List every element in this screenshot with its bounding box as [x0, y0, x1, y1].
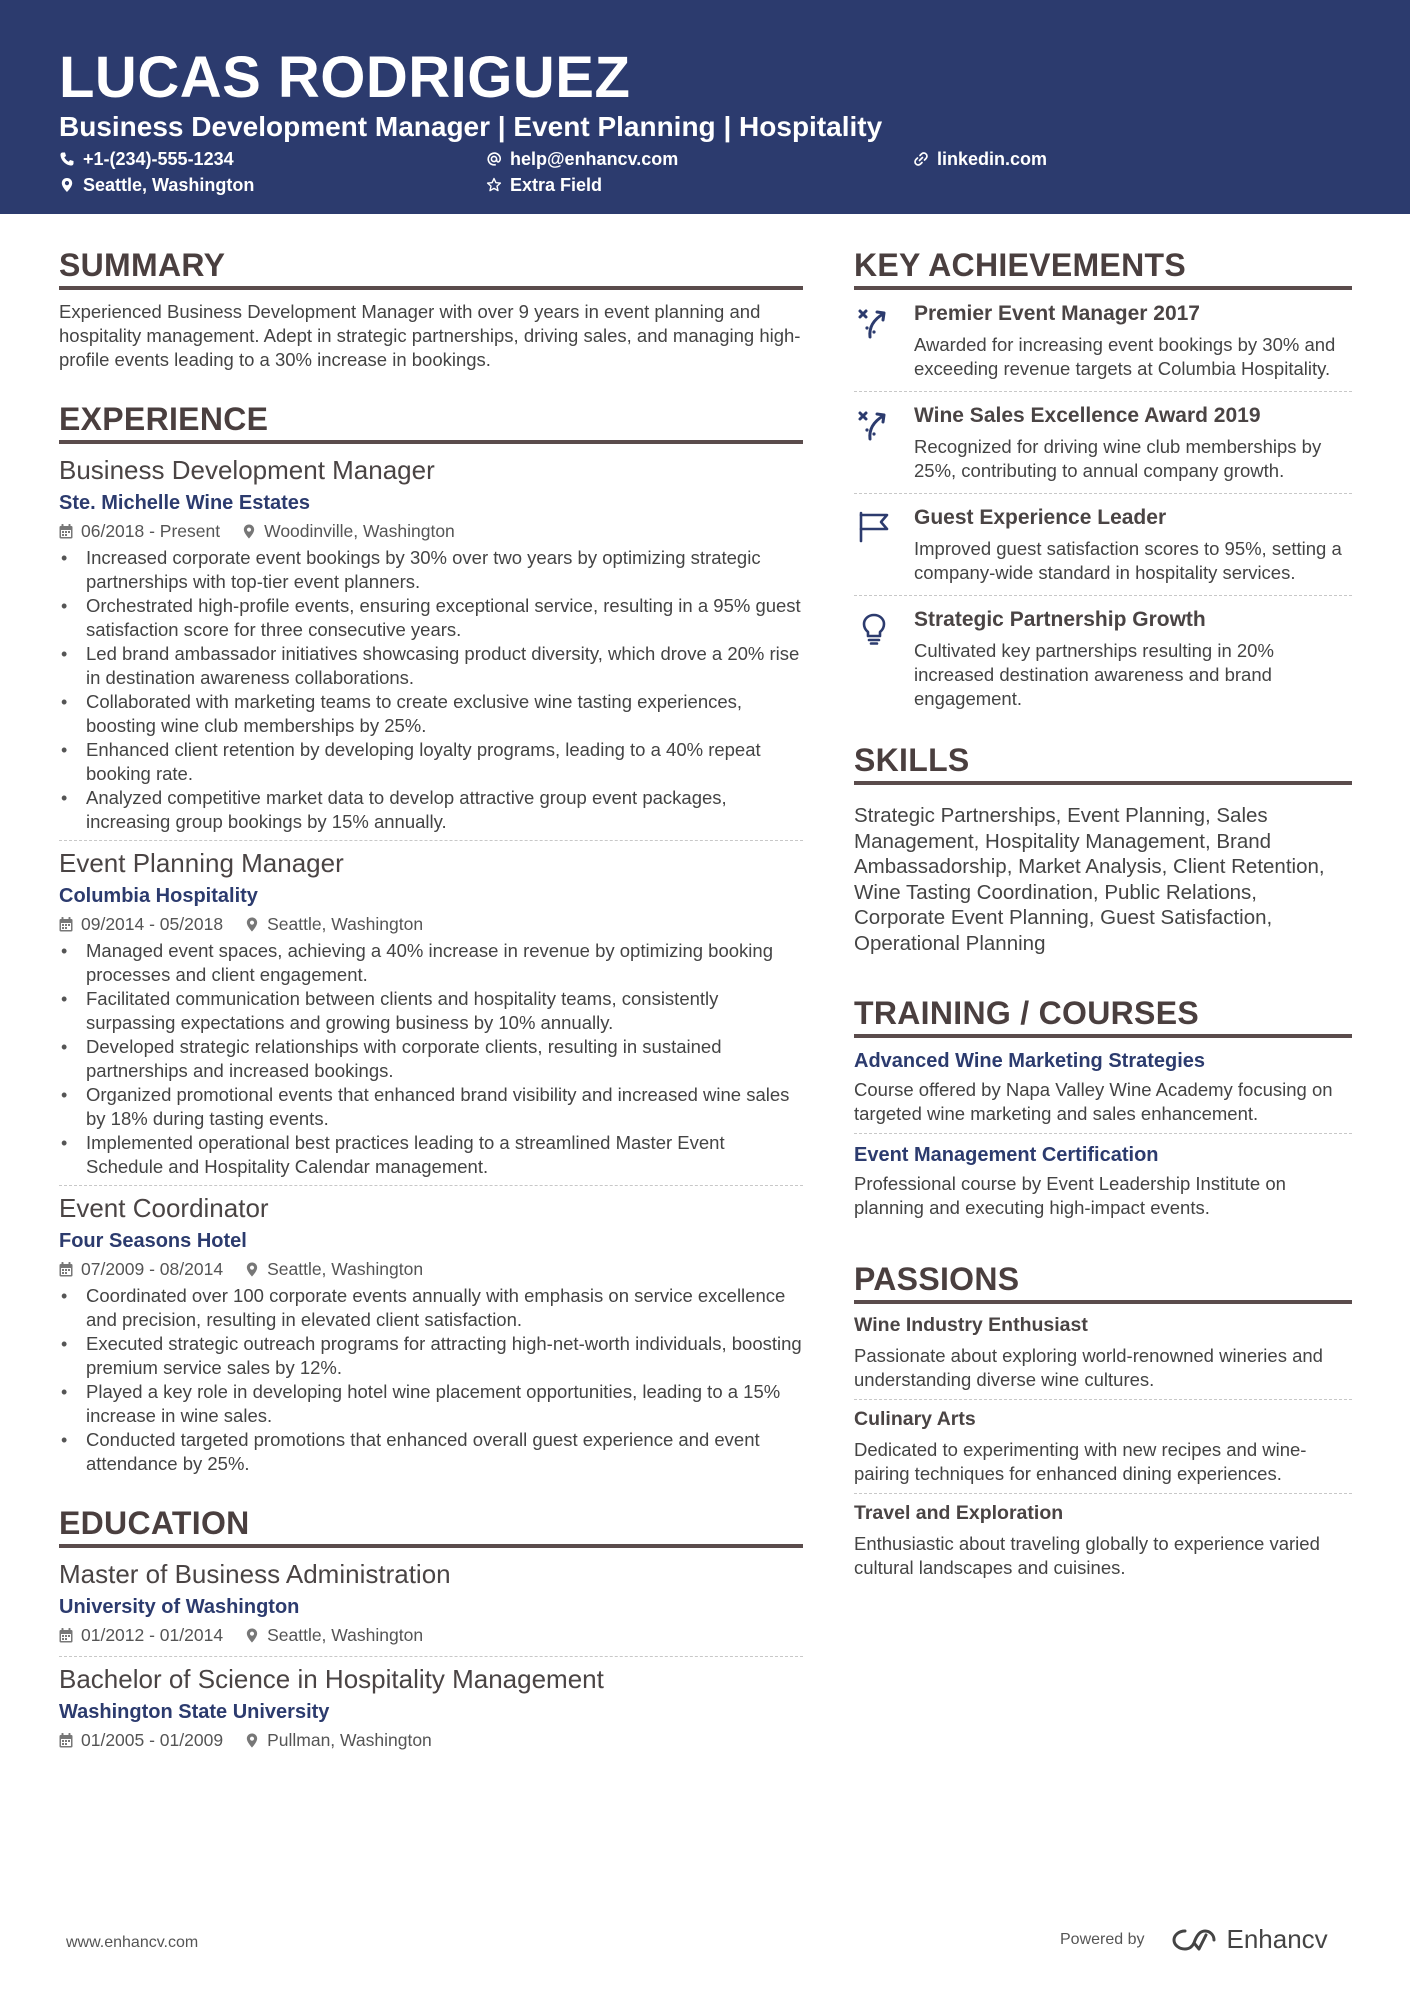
location-pin-icon: [245, 917, 259, 932]
calendar-icon: [59, 524, 73, 539]
contact-extra: [486, 174, 602, 196]
enhancv-logo[interactable]: [1171, 1924, 1328, 1955]
meta-row: [59, 520, 803, 542]
training-list: [854, 1048, 1352, 1220]
location-text: Woodinville, Washington: [264, 521, 455, 541]
bullet-list: [59, 546, 803, 834]
course-entry: [854, 1142, 1352, 1220]
experience-heading: EXPERIENCE: [59, 398, 803, 444]
skills-heading: SKILLS: [854, 739, 1352, 785]
location-pin-icon: [242, 524, 256, 539]
calendar-icon: [59, 1733, 73, 1748]
meta-row: [59, 1624, 803, 1646]
education-entry: [59, 1663, 803, 1751]
footer-branding: [1060, 1924, 1328, 1955]
location: [245, 1258, 423, 1280]
job-title: Event Planning Manager: [59, 848, 344, 878]
bullet-item: • Facilitated communication between clients and hospitality teams, consistently surpassing expectations and growing business by 10% annually.: [59, 987, 803, 1035]
meta-row: [59, 1258, 803, 1280]
achievement-body: [914, 504, 1352, 585]
course-desc: Professional course by Event Leadership Institute on planning and executing high-impact events.: [854, 1173, 1286, 1218]
bullet-list: [59, 939, 803, 1179]
meta-row: [59, 913, 803, 935]
summary-text: Experienced Business Development Manager with over 9 years in event planning and hospitality management. Adept in strategic partnerships, driving sales, and managing high-profile events leading to a 30% increase in bookings.: [59, 301, 801, 370]
strategy-icon: [854, 300, 894, 340]
experience-list: [59, 454, 803, 1476]
bullet-item: • Conducted targeted promotions that enhanced overall guest experience and event attendance by 25%.: [59, 1428, 803, 1476]
passion-title: Culinary Arts: [854, 1408, 976, 1430]
bullet-item: • Analyzed competitive market data to develop attractive group event packages, increasing group bookings by 15% annually.: [59, 786, 803, 834]
date-text: 07/2009 - 08/2014: [81, 1259, 224, 1279]
education-entry: [59, 1558, 803, 1646]
achievement-title: Premier Event Manager 2017: [914, 302, 1200, 325]
meta-row: [59, 1729, 803, 1751]
passion-entry: [854, 1500, 1352, 1580]
location-pin-icon: [245, 1733, 259, 1748]
contact-location: [59, 174, 254, 196]
education-list: [59, 1558, 803, 1751]
company-name: Four Seasons Hotel: [59, 1230, 247, 1252]
bullet-item: • Implemented operational best practices leading to a streamlined Master Event Schedule and Hospitality Calendar management.: [59, 1131, 803, 1179]
date-text: 09/2014 - 05/2018: [81, 914, 224, 934]
bullet-item: • Managed event spaces, achieving a 40% increase in revenue by optimizing booking processes and client engagement.: [59, 939, 803, 987]
achievement-title: Strategic Partnership Growth: [914, 608, 1206, 631]
date-range: [59, 520, 220, 542]
phone-icon: [59, 151, 75, 167]
passion-title: Travel and Exploration: [854, 1502, 1064, 1524]
date-range: [59, 1729, 223, 1751]
contact-phone[interactable]: [59, 148, 234, 170]
bullet-item: • Led brand ambassador initiatives showcasing product diversity, which drove a 20% rise in destination awareness collaborations.: [59, 642, 803, 690]
course-title: Event Management Certification: [854, 1144, 1159, 1166]
achievement-desc: Awarded for increasing event bookings by 30% and exceeding revenue targets at Columbia Hospitality.: [914, 334, 1336, 379]
achievement-body: [914, 402, 1352, 483]
candidate-title: Business Development Manager | Event Planning | Hospitality: [59, 111, 883, 142]
training-heading: TRAINING / COURSES: [854, 992, 1352, 1038]
contact-email[interactable]: [486, 148, 678, 170]
calendar-icon: [59, 1628, 73, 1643]
divider: [59, 1185, 803, 1186]
divider: [854, 1493, 1352, 1494]
right-column: [854, 244, 1352, 1580]
star-icon: [486, 177, 502, 193]
phone-text: +1-(234)-555-1234: [83, 149, 234, 169]
achievements-heading: KEY ACHIEVEMENTS: [854, 244, 1352, 290]
achievement-body: [914, 300, 1352, 381]
course-title: Advanced Wine Marketing Strategies: [854, 1050, 1206, 1072]
left-column: [59, 244, 803, 1751]
location-text: Pullman, Washington: [267, 1730, 432, 1750]
school-name: Washington State University: [59, 1701, 330, 1723]
bullet-item: • Organized promotional events that enhanced brand visibility and increased wine sales by 18% during tasting events.: [59, 1083, 803, 1131]
location-text: Seattle, Washington: [267, 914, 424, 934]
location-pin-icon: [59, 177, 75, 193]
flag-icon: [854, 504, 894, 544]
location-pin-icon: [245, 1262, 259, 1277]
divider: [59, 1656, 803, 1657]
passion-desc: Passionate about exploring world-renowned wineries and understanding diverse wine cultures.: [854, 1345, 1323, 1390]
achievement-item: [854, 394, 1352, 489]
bullet-item: • Played a key role in developing hotel wine placement opportunities, leading to a 15% increase in wine sales.: [59, 1380, 803, 1428]
company-name: Ste. Michelle Wine Estates: [59, 492, 311, 514]
bullet-list: [59, 1284, 803, 1476]
location: [245, 1624, 423, 1646]
experience-entry: [59, 454, 803, 834]
link-icon: [913, 151, 929, 167]
linkedin-text: linkedin.com: [937, 149, 1048, 169]
divider: [59, 840, 803, 841]
date-text: 01/2012 - 01/2014: [81, 1625, 224, 1645]
divider: [854, 1133, 1352, 1134]
footer-website[interactable]: www.enhancv.com: [66, 1934, 199, 1951]
skills-text: Strategic Partnerships, Event Planning, Sales Management, Hospitality Management, Brand Ambassadorship, Market Analysis, Client Retention, Wine Tasting Coordination, Public Relations, Corporate Event Planning, Guest Satisfaction, Operational Planning: [854, 804, 1325, 955]
achievement-title: Wine Sales Excellence Award 2019: [914, 404, 1261, 427]
course-entry: [854, 1048, 1352, 1126]
passion-desc: Enthusiastic about traveling globally to experience varied cultural landscapes and cuisines.: [854, 1533, 1320, 1578]
achievement-desc: Improved guest satisfaction scores to 95%, setting a company-wide standard in hospitality services.: [914, 538, 1342, 583]
date-text: 01/2005 - 01/2009: [81, 1730, 224, 1750]
passion-title: Wine Industry Enthusiast: [854, 1314, 1088, 1336]
brand-text: Enhancv: [1226, 1924, 1328, 1954]
course-desc: Course offered by Napa Valley Wine Academy focusing on targeted wine marketing and sales enhancement.: [854, 1079, 1333, 1124]
location-text: Seattle, Washington: [267, 1259, 424, 1279]
candidate-name: LUCAS RODRIGUEZ: [59, 45, 631, 110]
school-name: University of Washington: [59, 1596, 300, 1618]
job-title: Event Coordinator: [59, 1193, 269, 1223]
location: [245, 1729, 432, 1751]
at-icon: [486, 151, 502, 167]
passion-entry: [854, 1406, 1352, 1486]
calendar-icon: [59, 1262, 73, 1277]
location-text: Seattle, Washington: [267, 1625, 424, 1645]
passions-list: [854, 1312, 1352, 1580]
calendar-icon: [59, 917, 73, 932]
divider: [854, 1399, 1352, 1400]
job-title: Business Development Manager: [59, 455, 435, 485]
divider: [854, 391, 1352, 392]
bullet-item: • Enhanced client retention by developing loyalty programs, leading to a 40% repeat booking rate.: [59, 738, 803, 786]
bullet-item: • Executed strategic outreach programs for attracting high-net-worth individuals, boosting premium service sales by 12%.: [59, 1332, 803, 1380]
company-name: Columbia Hospitality: [59, 885, 258, 907]
bullet-item: • Coordinated over 100 corporate events annually with emphasis on service excellence and precision, resulting in elevated client satisfaction.: [59, 1284, 803, 1332]
achievement-title: Guest Experience Leader: [914, 506, 1167, 529]
bullet-item: • Collaborated with marketing teams to create exclusive wine tasting experiences, boosting wine club memberships by 25%.: [59, 690, 803, 738]
bullet-item: • Increased corporate event bookings by 30% over two years by optimizing strategic partnerships with top-tier event planners.: [59, 546, 803, 594]
achievement-desc: Cultivated key partnerships resulting in 20% increased destination awareness and brand engagement.: [914, 640, 1274, 709]
location-text: Seattle, Washington: [83, 175, 255, 195]
lightbulb-icon: [854, 606, 894, 646]
achievement-item: [854, 496, 1352, 591]
location: [242, 520, 455, 542]
experience-entry: [59, 1192, 803, 1476]
education-heading: EDUCATION: [59, 1502, 803, 1548]
date-range: [59, 1258, 223, 1280]
date-range: [59, 1624, 223, 1646]
location-pin-icon: [245, 1628, 259, 1643]
divider: [854, 595, 1352, 596]
contact-linkedin[interactable]: [913, 148, 1047, 170]
achievement-body: [914, 606, 1352, 711]
experience-entry: [59, 847, 803, 1179]
passions-heading: PASSIONS: [854, 1258, 1352, 1304]
date-text: 06/2018 - Present: [81, 521, 221, 541]
powered-by-text: Powered by: [1060, 1930, 1145, 1948]
strategy-icon: [854, 402, 894, 442]
extra-text: Extra Field: [510, 175, 603, 195]
bullet-item: • Developed strategic relationships with corporate clients, resulting in sustained partnerships and increased bookings.: [59, 1035, 803, 1083]
achievements-list: [854, 292, 1352, 717]
achievement-item: [854, 598, 1352, 717]
divider: [854, 493, 1352, 494]
email-text: help@enhancv.com: [510, 149, 679, 169]
passion-entry: [854, 1312, 1352, 1392]
summary-heading: SUMMARY: [59, 244, 803, 290]
passion-desc: Dedicated to experimenting with new recipes and wine-pairing techniques for enhanced dining experiences.: [854, 1439, 1307, 1484]
degree-title: Bachelor of Science in Hospitality Management: [59, 1664, 604, 1694]
date-range: [59, 913, 223, 935]
location: [245, 913, 423, 935]
degree-title: Master of Business Administration: [59, 1559, 451, 1589]
resume-header: [0, 0, 1410, 214]
enhancv-logo-icon: [1171, 1927, 1217, 1953]
bullet-item: • Orchestrated high-profile events, ensuring exceptional service, resulting in a 95% guest satisfaction score for three consecutive years.: [59, 594, 803, 642]
achievement-item: [854, 292, 1352, 387]
achievement-desc: Recognized for driving wine club memberships by 25%, contributing to annual company growth.: [914, 436, 1322, 481]
